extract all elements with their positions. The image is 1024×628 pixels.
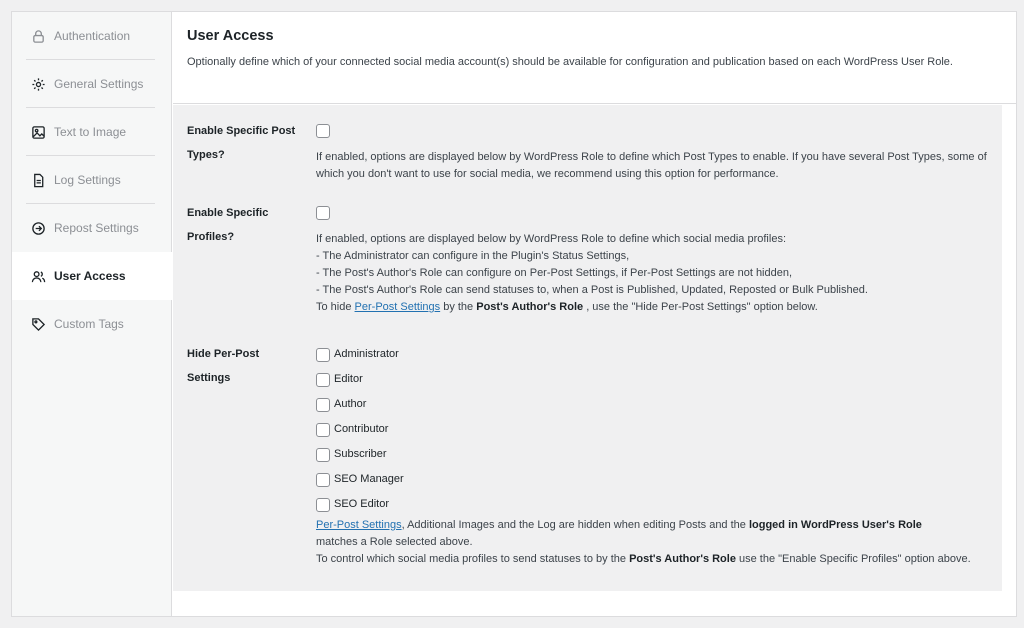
per-post-settings-link[interactable]: Per-Post Settings bbox=[354, 301, 441, 313]
sidebar-item-label: User Access bbox=[54, 269, 126, 283]
role-checkbox[interactable] bbox=[316, 423, 330, 437]
tag-icon bbox=[30, 316, 46, 332]
description-line: - The Administrator can configure in the Plugin's Status Settings, bbox=[316, 250, 630, 262]
role-checkbox[interactable] bbox=[316, 398, 330, 412]
description-line: If enabled, options are displayed below by WordPress Role to define which social media profiles: bbox=[316, 233, 786, 245]
setting-description bbox=[316, 517, 1006, 568]
page-description: Optionally define which of your connected social media account(s) should be available for configuration and publication based on each WordPress User Role. bbox=[187, 56, 953, 68]
sidebar-item-label: Authentication bbox=[54, 29, 131, 43]
setting-label: Hide Per-Post Settings bbox=[187, 348, 260, 384]
description-text: , use the "Hide Per-Post Settings" option below. bbox=[586, 301, 818, 313]
lock-icon bbox=[30, 28, 46, 44]
role-label: SEO Manager bbox=[334, 473, 404, 485]
role-label: Author bbox=[334, 398, 367, 410]
enable-profiles-checkbox[interactable] bbox=[316, 206, 330, 220]
role-label: Administrator bbox=[334, 348, 399, 360]
role-option-seo-editor[interactable] bbox=[316, 492, 1006, 517]
sidebar-item-label: General Settings bbox=[54, 77, 144, 91]
role-label: Editor bbox=[334, 373, 363, 385]
setting-label: Enable Specific Profiles? bbox=[187, 207, 269, 243]
setting-field bbox=[316, 342, 1006, 568]
sidebar-item-label: Text to Image bbox=[54, 125, 127, 139]
role-option-author[interactable] bbox=[316, 392, 1006, 417]
role-label: Contributor bbox=[334, 423, 389, 435]
role-option-editor[interactable] bbox=[316, 367, 1006, 392]
sidebar bbox=[12, 12, 172, 616]
role-checkbox[interactable] bbox=[316, 448, 330, 462]
users-icon bbox=[30, 268, 46, 284]
description-text: by the bbox=[443, 301, 474, 313]
image-icon bbox=[30, 124, 46, 140]
main-content bbox=[173, 12, 1016, 616]
role-option-administrator[interactable] bbox=[316, 342, 1006, 367]
role-option-subscriber[interactable] bbox=[316, 442, 1006, 467]
role-checkbox[interactable] bbox=[316, 498, 330, 512]
sidebar-item-log-settings[interactable] bbox=[12, 156, 172, 204]
setting-description: If enabled, options are displayed below by WordPress Role to define which Post Types to enable. If you have several Post Types, some of which you don't want to use for social media, we recommend using this option for performance. bbox=[316, 151, 987, 180]
description-bold: Post's Author's Role bbox=[476, 301, 584, 313]
description-line: - The Post's Author's Role can configure on Per-Post Settings, if Per-Post Settings are not hidden, bbox=[316, 267, 793, 279]
description-line bbox=[316, 517, 1006, 534]
setting-label: Enable Specific Post Types? bbox=[187, 125, 296, 161]
setting-field bbox=[316, 119, 1006, 183]
sidebar-item-general-settings[interactable] bbox=[12, 60, 172, 108]
description-text: To hide bbox=[316, 301, 352, 313]
role-option-seo-manager[interactable] bbox=[316, 467, 1006, 492]
description-text: To control which social media profiles to send statuses to by the bbox=[316, 553, 626, 565]
description-line bbox=[316, 299, 1006, 316]
sidebar-item-custom-tags[interactable] bbox=[12, 300, 172, 348]
gear-icon bbox=[30, 76, 46, 92]
description-line: matches a Role selected above. bbox=[316, 536, 473, 548]
sidebar-item-label: Log Settings bbox=[54, 173, 121, 187]
description-line bbox=[316, 551, 1006, 568]
document-icon bbox=[30, 172, 46, 188]
per-post-settings-link[interactable]: Per-Post Settings bbox=[316, 519, 402, 531]
description-text: , Additional Images and the Log are hidden when editing Posts and the bbox=[401, 519, 746, 531]
settings-form bbox=[173, 105, 1002, 591]
description-line: - The Post's Author's Role can send statuses to, when a Post is Published, Updated, Reposted or Bulk Published. bbox=[316, 284, 868, 296]
setting-field bbox=[316, 201, 1006, 316]
role-checkbox[interactable] bbox=[316, 348, 330, 362]
sidebar-item-repost-settings[interactable] bbox=[12, 204, 172, 252]
section-header bbox=[173, 12, 1016, 104]
settings-panel bbox=[11, 11, 1017, 617]
role-label: Subscriber bbox=[334, 448, 387, 460]
role-option-contributor[interactable] bbox=[316, 417, 1006, 442]
sidebar-item-label: Custom Tags bbox=[54, 317, 124, 331]
description-text: use the "Enable Specific Profiles" option above. bbox=[739, 553, 971, 565]
role-checkbox[interactable] bbox=[316, 373, 330, 387]
arrow-circle-icon bbox=[30, 220, 46, 236]
setting-description bbox=[316, 231, 1006, 316]
sidebar-item-user-access[interactable] bbox=[12, 252, 173, 300]
sidebar-item-text-to-image[interactable] bbox=[12, 108, 172, 156]
role-label: SEO Editor bbox=[334, 498, 390, 510]
description-bold: logged in WordPress User's Role bbox=[748, 519, 922, 531]
page-title: User Access bbox=[187, 28, 274, 44]
role-checkbox[interactable] bbox=[316, 473, 330, 487]
enable-post-types-checkbox[interactable] bbox=[316, 124, 330, 138]
description-bold: Post's Author's Role bbox=[629, 553, 736, 565]
sidebar-item-authentication[interactable] bbox=[12, 12, 172, 60]
sidebar-item-label: Repost Settings bbox=[54, 221, 139, 235]
